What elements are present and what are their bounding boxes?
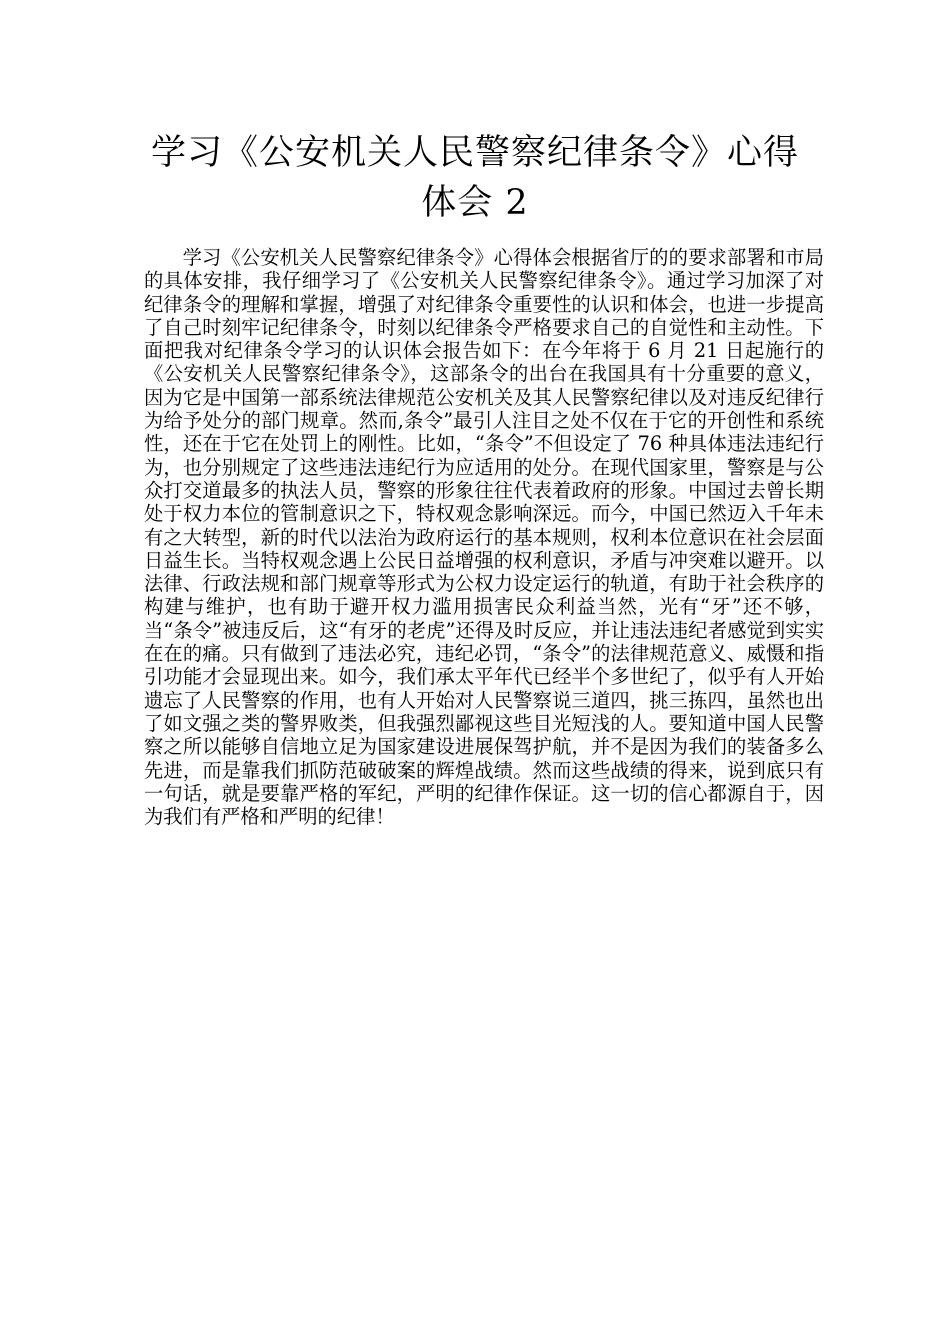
title-line-1: 学习《公安机关人民警察纪律条令》心得 xyxy=(150,133,799,173)
title-line-2: 体会 2 xyxy=(421,183,529,223)
document-title xyxy=(150,128,800,228)
body-paragraph: 学习《公安机关人民警察纪律条令》心得体会根据省厅的的要求部署和市局的具体安排，我仔细学习了《公安机关人民警察纪律条令》。通过学习加深了对纪律条令的理解和掌握，增强了对纪律条令重要性的认识和体会，也进一步提高了自己时刻牢记纪律条令，时刻以纪律条令严格要求自己的自觉性和主动性。下面把我对纪律条令学习的认识体会报告如下：在今年将于 6 月 21 日起施行的《公安机关人民警察纪律条令》，这部条令的出台在我国具有十分重要的意义，因为它是中国第一部系统法律规范公安机关及其人民警察纪律以及对违反纪律行为给予处分的部门规章。然而,条令”最引人注目之处不仅在于它的开创性和系统性，还在于它在处罚上的刚性。比如，“条令”不但设定了 76 种具体违法违纪行为，也分别规定了这些违法违纪行为应适用的处分。在现代国家里，警察是与公众打交道最多的执法人员，警察的形象往往代表着政府的形象。中国过去曾长期处于权力本位的管制意识之下，特权观念影响深远。而今，中国已然迈入千年未有之大转型，新的时代以法治为政府运行的基本规则，权利本位意识在社会层面日益生长。当特权观念遇上公民日益增强的权利意识，矛盾与冲突难以避开。以法律、行政法规和部门规章等形式为公权力设定运行的轨道，有助于社会秩序的构建与维护，也有助于避开权力滥用损害民众利益当然，光有“牙”还不够，当“条令”被违反后，这“有牙的老虎”还得及时反应，并让违法违纪者感觉到实实在在的痛。只有做到了违法必究，违纪必罚，“条令”的法律规范意义、威慑和指引功能才会显现出来。如今，我们承太平年代已经半个多世纪了，似乎有人开始遗忘了人民警察的作用，也有人开始对人民警察说三道四，挑三拣四，虽然也出了如文强之类的警界败类，但我强烈鄙视这些目光短浅的人。要知道中国人民警察之所以能够自信地立足为国家建设进展保驾护航，并不是因为我们的装备多么先进，而是靠我们抓防范破破案的辉煌战绩。然而这些战绩的得来，说到底只有一句话，就是要靠严格的军纪，严明的纪律作保证。这一切的信心都源自于，因为我们有严格和严明的纪律！ xyxy=(144,246,824,829)
